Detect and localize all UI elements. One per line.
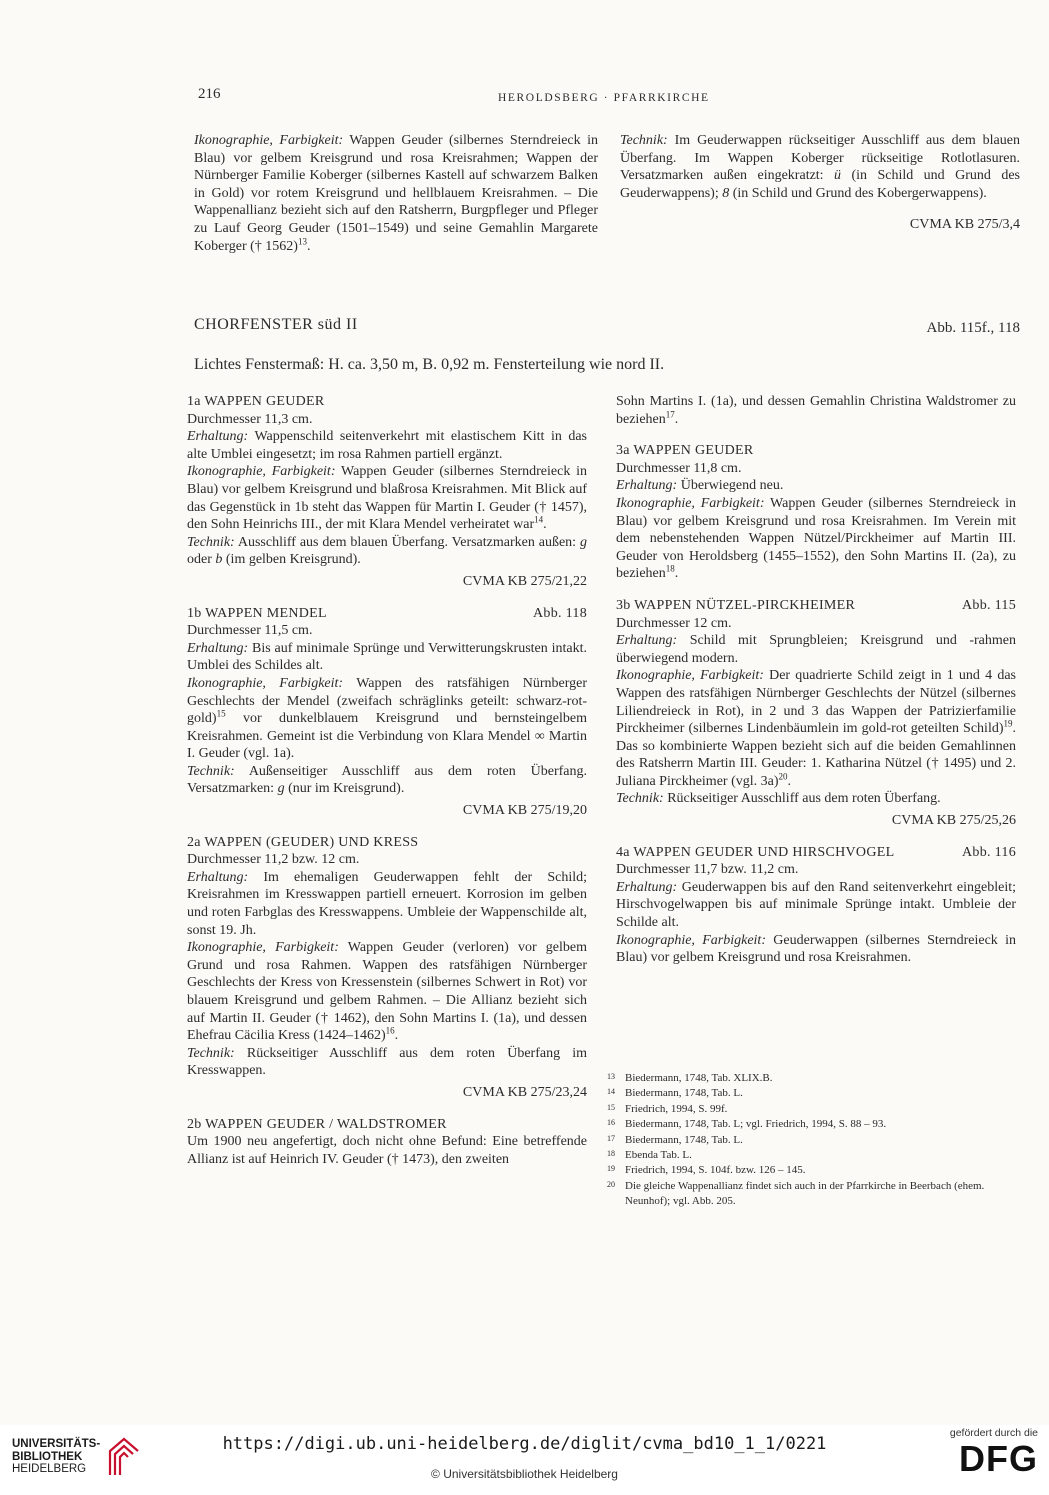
paragraph [616, 879, 1016, 932]
footnote [607, 1133, 1017, 1148]
entry-heading-row [616, 844, 1016, 862]
figure-ref[interactable]: Abb. 118 [533, 605, 587, 621]
footnote-number: 17 [607, 1133, 615, 1143]
paragraph [187, 534, 587, 569]
label: Erhaltung: [616, 633, 678, 649]
label: Ikonographie, Farbigkeit: [616, 495, 765, 511]
top-right-column [620, 132, 1020, 234]
label: Technik: [616, 791, 664, 807]
label: Ikonographie, Farbigkeit: [616, 932, 766, 948]
paragraph [620, 132, 1020, 202]
diameter: Durchmesser 11,5 cm. [187, 623, 313, 639]
footnote-text: Biedermann, 1748, Tab. L. [625, 1087, 743, 1100]
label: Technik: [620, 133, 668, 148]
footnote [607, 1117, 1017, 1132]
footnote-number: 18 [607, 1149, 615, 1159]
cvma-ref: CVMA KB 275/21,22 [462, 573, 587, 589]
footnote-text: Biedermann, 1748, Tab. L. [625, 1133, 743, 1146]
text: . Das so kombinierte Wappen bezieht sich auf die beiden Gemahlinnen des Ratsherrn Martin III. Geuder: 1. Katharina Nützel († 1495) und 2. Juliana Pirckheimer (vgl. 3a) [616, 721, 1016, 789]
text: Rückseitiger Ausschliff aus dem roten Überfang im Kresswappen. [187, 1045, 587, 1079]
text: Überwiegend neu. [677, 478, 784, 494]
paragraph [616, 632, 1016, 667]
label: Ikonographie, Farbigkeit: [187, 675, 344, 691]
footnote [607, 1163, 1017, 1178]
footnotes [607, 1071, 1017, 1210]
figure-ref[interactable]: Abb. 115 [962, 597, 1016, 613]
text: Sohn Martins I. (1a), und dessen Gemahlin Christina Waldstromer zu beziehen [616, 394, 1016, 427]
footnote [607, 1102, 1017, 1117]
footnote-number: 14 [607, 1087, 615, 1097]
text: . [306, 238, 311, 254]
text: oder [187, 552, 216, 568]
text: Wappen Geuder (silbernes Sterndreieck in Blau) vor gelbem Kreisgrund und rosa Kreisrahmen; Wappen der Nürnberger Familie Koberger (silbernes Kastell auf schwarzem Balken in Gold) vor rotem Kreisgrund und hellblauem Kreisrahmen. – Die Wappenallianz bezieht sich auf den Ratsherrn, Burgpfleger und Pfleger zu Lauf Georg Geuder (1501–1549) und seine Gemahlin Margarete Koberger († 1562) [194, 133, 599, 254]
footnote-ref[interactable]: 18 [665, 563, 675, 574]
text: (in Schild und Grund des Kobergerwappens). [729, 185, 987, 201]
mark: g [580, 534, 587, 550]
footnote [607, 1086, 1017, 1101]
label: Technik: [187, 763, 235, 779]
paragraph: Ikonographie, Farbigkeit: Der quadrierte Schild zeigt in 1 und 4 das Wappen des ratsfähigen Nürnberger Geschlechts der Nützel (silbernes Liliendreieck in Rot), in 2 und 3 das Wappen der Patrizierfamilie Pirckheimer (silbernes Lindenbäumlein im gold-rot geteilten Schild)$^{19}$. Das so kombinierte Wappen bezieht sich auf die beiden Gemahlinnen des Ratsherrn Martin III. Geuder: 1. Katharina Nützel († 1495) und 2. Juliana Pirckheimer (vgl. 3a)$^{20}$. [616, 668, 1016, 789]
cvma-ref: CVMA KB 275/3,4 [909, 217, 1020, 233]
entry-heading: 2b WAPPEN GEUDER / WALDSTROMER [187, 1116, 447, 1132]
footnote-number: 20 [607, 1179, 615, 1189]
text: Wappen Geuder (silbernes Sterndreieck in Blau) vor gelbem Kreisgrund und rosa Kreisrahmen. Im Verein mit dem nebenstehenden Wappen Nützel/Pirckheimer auf Martin III. Geuder von Heroldsberg (1455–1552), den Sohn Martins II. (2a), zu beziehen [616, 495, 1016, 582]
footnote-ref[interactable]: 20 [778, 771, 788, 782]
section-figure-ref[interactable]: Abb. 115f., 118 [926, 320, 1020, 336]
dfg-caption: gefördert durch die [949, 1427, 1038, 1439]
footnote [607, 1179, 1017, 1210]
text: Im Geuderwappen rückseitiger Ausschliff aus dem blauen Überfang. Im Wappen Koberger rückseitige Rotlotlasuren. Versatzmarken außen eingekratzt: [620, 133, 1020, 184]
cvma-ref: CVMA KB 275/19,20 [462, 803, 587, 819]
text: Schild mit Sprungbleien; Kreisgrund und -rahmen überwiegend modern. [616, 633, 1016, 666]
entry-heading: 1b WAPPEN MENDEL [187, 605, 327, 621]
entry-heading: 2a WAPPEN (GEUDER) UND KRESS [187, 834, 419, 850]
logo-line: BIBLIOTHEK [12, 1450, 83, 1463]
text: Der quadrierte Schild zeigt in 1 und 4 das Wappen des ratsfähigen Nürnberger Geschlechts der Nützel (silbernes Liliendreieck in Rot), in 2 und 3 das Wappen der Patrizierfamilie Pirckheimer (silbernes Lindenbäumlein im gold-rot geteilten Schild) [616, 668, 1016, 737]
footnote-ref[interactable]: 15 [216, 708, 226, 719]
paragraph [187, 869, 587, 939]
paragraph: Sohn Martins I. (1a), und dessen Gemahlin Christina Waldstromer zu beziehen$^{17}$. [616, 394, 1016, 427]
entry-heading-row [616, 597, 1016, 615]
footnote-number: 15 [607, 1102, 615, 1112]
footnote [607, 1148, 1017, 1163]
diameter: Durchmesser 11,2 bzw. 12 cm. [187, 852, 360, 868]
label: Erhaltung: [187, 429, 249, 445]
mark: b [215, 552, 223, 568]
paragraph [187, 640, 587, 675]
text: Wappen Geuder (silbernes Sterndreieck in Blau) vor gelbem Kreisgrund und blaßrosa Kreisrahmen. Mit Blick auf das Gegenstück in 1b steht das Wappen für Martin I. Geuder († 1457), den Sohn Heinrichs III., der mit Klara Mendel verheiratet war [187, 464, 587, 533]
section-title: CHORFENSTER süd II [194, 316, 358, 333]
text: Geuderwappen (silbernes Sterndreieck in Blau) vor gelbem Kreisgrund und rosa Kreisrahmen. [616, 932, 1017, 966]
footnote-text: Die gleiche Wappenallianz findet sich auch in der Pfarrkirche in Beerbach (ehem. Neunhof); vgl. Abb. 205. [625, 1179, 985, 1208]
label: Erhaltung: [187, 640, 249, 656]
cvma-ref: CVMA KB 275/25,26 [891, 813, 1016, 829]
diameter: Durchmesser 11,3 cm. [187, 411, 313, 427]
label: Ikonographie, Farbigkeit: [194, 133, 344, 148]
text: Wappenschild seitenverkehrt mit elastischem Kitt in das alte Umblei eingesetzt; im rosa Rahmen partiell ergänzt. [187, 429, 587, 462]
top-left-column [194, 132, 598, 255]
footnote-text: Friedrich, 1994, S. 99f. [625, 1102, 728, 1115]
label: Technik: [187, 534, 235, 550]
diameter: Durchmesser 11,8 cm. [616, 460, 742, 476]
window-measure: Lichtes Fenstermaß: H. ca. 3,50 m, B. 0,92 m. Fensterteilung wie nord II. [194, 356, 665, 373]
label: Erhaltung: [616, 478, 678, 494]
paragraph [194, 132, 598, 255]
paragraph [187, 763, 587, 798]
dfg-wordmark: DFG [959, 1438, 1038, 1479]
text: (im gelben Kreisgrund). [222, 552, 361, 568]
text: Wappen Geuder (verloren) vor gelbem Grund und rosa Rahmen. Wappen des ratsfähigen Nürnberger Geschlechts der Kress von Kressenstein (silbernes Schwert in Rot) vor blauem Kreisgrund und gelbem Rahmen. – Die Allianz bezieht sich auf Martin II. Geuder († 1462), den Sohn Martins I. (1a), und dessen Ehefrau Cäcilia Kress (1424–1462) [187, 940, 587, 1044]
entry-heading-row [187, 605, 587, 623]
running-head: HEROLDSBERG · PFARRKIRCHE [498, 92, 710, 104]
paragraph: Ikonographie, Farbigkeit: Wappen Geuder (silbernes Sterndreieck in Blau) vor gelbem Kreisgrund und rosa Kreisrahmen. Im Verein mit dem nebenstehenden Wappen Nützel/Pirckheimer auf Martin III. Geuder von Heroldsberg (1455–1552), den Sohn Martins II. (2a), zu beziehen$^{18}$. [616, 495, 1016, 582]
footnote-ref[interactable]: 19 [1003, 718, 1013, 729]
paragraph: Ikonographie, Farbigkeit: Wappen Geuder (verloren) vor gelbem Grund und rosa Rahmen. Wappen des ratsfähigen Nürnberger Geschlechts der Kress von Kressenstein (silbernes Schwert in Rot) vor blauem Kreisgrund und gelbem Rahmen. – Die Allianz bezieht sich auf Martin II. Geuder († 1462), den Sohn Martins I. (1a), und dessen Ehefrau Cäcilia Kress (1424–1462)$^{16}$. [187, 940, 587, 1044]
paragraph [187, 428, 587, 463]
text: Rückseitiger Ausschliff aus dem roten Überfang. [663, 791, 941, 807]
entry-heading: 1a WAPPEN GEUDER [187, 394, 325, 409]
footnote-ref[interactable]: 16 [385, 1025, 395, 1036]
text: Geuderwappen bis auf den Rand seitenverkehrt eingebleit; Hirschvogelwappen bis auf minimale Sprünge intakt. Umbleie der Schilde alt. [616, 879, 1016, 931]
footnote-number: 16 [607, 1118, 615, 1128]
logo-line: UNIVERSITÄTS- [12, 1438, 101, 1451]
permalink-url[interactable]: https://digi.ub.uni-heidelberg.de/diglit/cvma_bd10_1_1/0221 [222, 1434, 827, 1454]
text: Im ehemaligen Geuderwappen fehlt der Schild; Kreisrahmen im Kresswappen partiell erneuert. Korrosion im gelben und roten Farbglas des Kresswappens. Umbleie der Wappenschilde alt, sonst 19. Jh. [187, 869, 587, 938]
figure-ref[interactable]: Abb. 116 [962, 844, 1016, 860]
copyright-notice: © Universitätsbibliothek Heidelberg [431, 1467, 618, 1481]
footnote [607, 1071, 1017, 1086]
text: Ausschliff aus dem blauen Überfang. Versatzmarken außen: [234, 534, 580, 550]
text: Wappen des ratsfähigen Nürnberger Geschlechts der Mendel (zweifach schräglinks geteilt: schwarz-rot-gold) [187, 675, 587, 727]
footnote-ref[interactable]: 14 [534, 514, 544, 525]
footnote-number: 19 [607, 1164, 615, 1174]
left-column [187, 393, 587, 1168]
text: vor dunkelblauem Kreisgrund und bernsteingelbem Kreisrahmen. Gemeint ist die Verbindung von Klara Mendel ∞ Martin I. Geuder (vgl. 1a). [187, 711, 587, 762]
footnote-text: Ebenda Tab. L. [625, 1149, 692, 1162]
footnote-text: Friedrich, 1994, S. 104f. bzw. 126 – 145. [625, 1164, 806, 1177]
paragraph [187, 675, 587, 763]
text: Bis auf minimale Sprünge und Verwitterungskrusten intakt. Umblei des Schildes alt. [187, 640, 587, 674]
label: Erhaltung: [187, 869, 249, 885]
paragraph [187, 1045, 587, 1080]
dfg-logo[interactable] [930, 1427, 1038, 1479]
paragraph [616, 477, 1016, 495]
right-column [616, 393, 1016, 967]
label: Technik: [187, 1045, 235, 1061]
text: (nur im Kreisgrund). [284, 781, 405, 797]
diameter: Durchmesser 12 cm. [616, 615, 732, 631]
paragraph [616, 932, 1016, 967]
footnote-text: Biedermann, 1748, Tab. XLIX.B. [625, 1072, 773, 1084]
footnote-ref[interactable]: 13 [297, 235, 307, 246]
page-number: 216 [198, 86, 221, 102]
paragraph: Um 1900 neu angefertigt, doch nicht ohne Befund: Eine betreffende Allianz ist auf Heinrich IV. Geuder († 1473), den zweiten [187, 1134, 587, 1167]
mark: ü [834, 168, 842, 184]
text: Außenseitiger Ausschliff aus dem roten Überfang. Versatzmarken: [187, 763, 587, 797]
label: Ikonographie, Farbigkeit: [187, 940, 339, 956]
label: Ikonographie, Farbigkeit: [616, 668, 764, 684]
footnote-number: 13 [607, 1072, 615, 1081]
entry-heading: 3a WAPPEN GEUDER [616, 443, 754, 459]
entry-heading: 3b WAPPEN NÜTZEL-PIRCKHEIMER [616, 597, 856, 613]
label: Ikonographie, Farbigkeit: [187, 464, 336, 480]
paragraph: Ikonographie, Farbigkeit: Wappen Geuder (silbernes Sterndreieck in Blau) vor gelbem Kreisgrund und blaßrosa Kreisrahmen. Mit Blick auf das Gegenstück in 1b steht das Wappen für Martin I. Geuder († 1457), den Sohn Heinrichs III., der mit Klara Mendel verheiratet war$^{14}$. [187, 464, 587, 533]
cvma-ref: CVMA KB 275/23,24 [462, 1084, 587, 1100]
mark: g [277, 781, 285, 797]
footnote-text: Biedermann, 1748, Tab. L; vgl. Friedrich, 1994, S. 88 – 93. [625, 1118, 887, 1131]
label: Erhaltung: [616, 879, 678, 895]
entry-heading: 4a WAPPEN GEUDER UND HIRSCHVOGEL [616, 844, 895, 860]
footnote-ref[interactable]: 17 [665, 408, 675, 419]
mark: 8 [722, 185, 730, 201]
logo-line: HEIDELBERG [12, 1463, 87, 1476]
diameter: Durchmesser 11,7 bzw. 11,2 cm. [616, 862, 799, 878]
paragraph [616, 790, 1016, 808]
text: (in Schild und Grund des Geuderwappens); [620, 168, 1020, 201]
